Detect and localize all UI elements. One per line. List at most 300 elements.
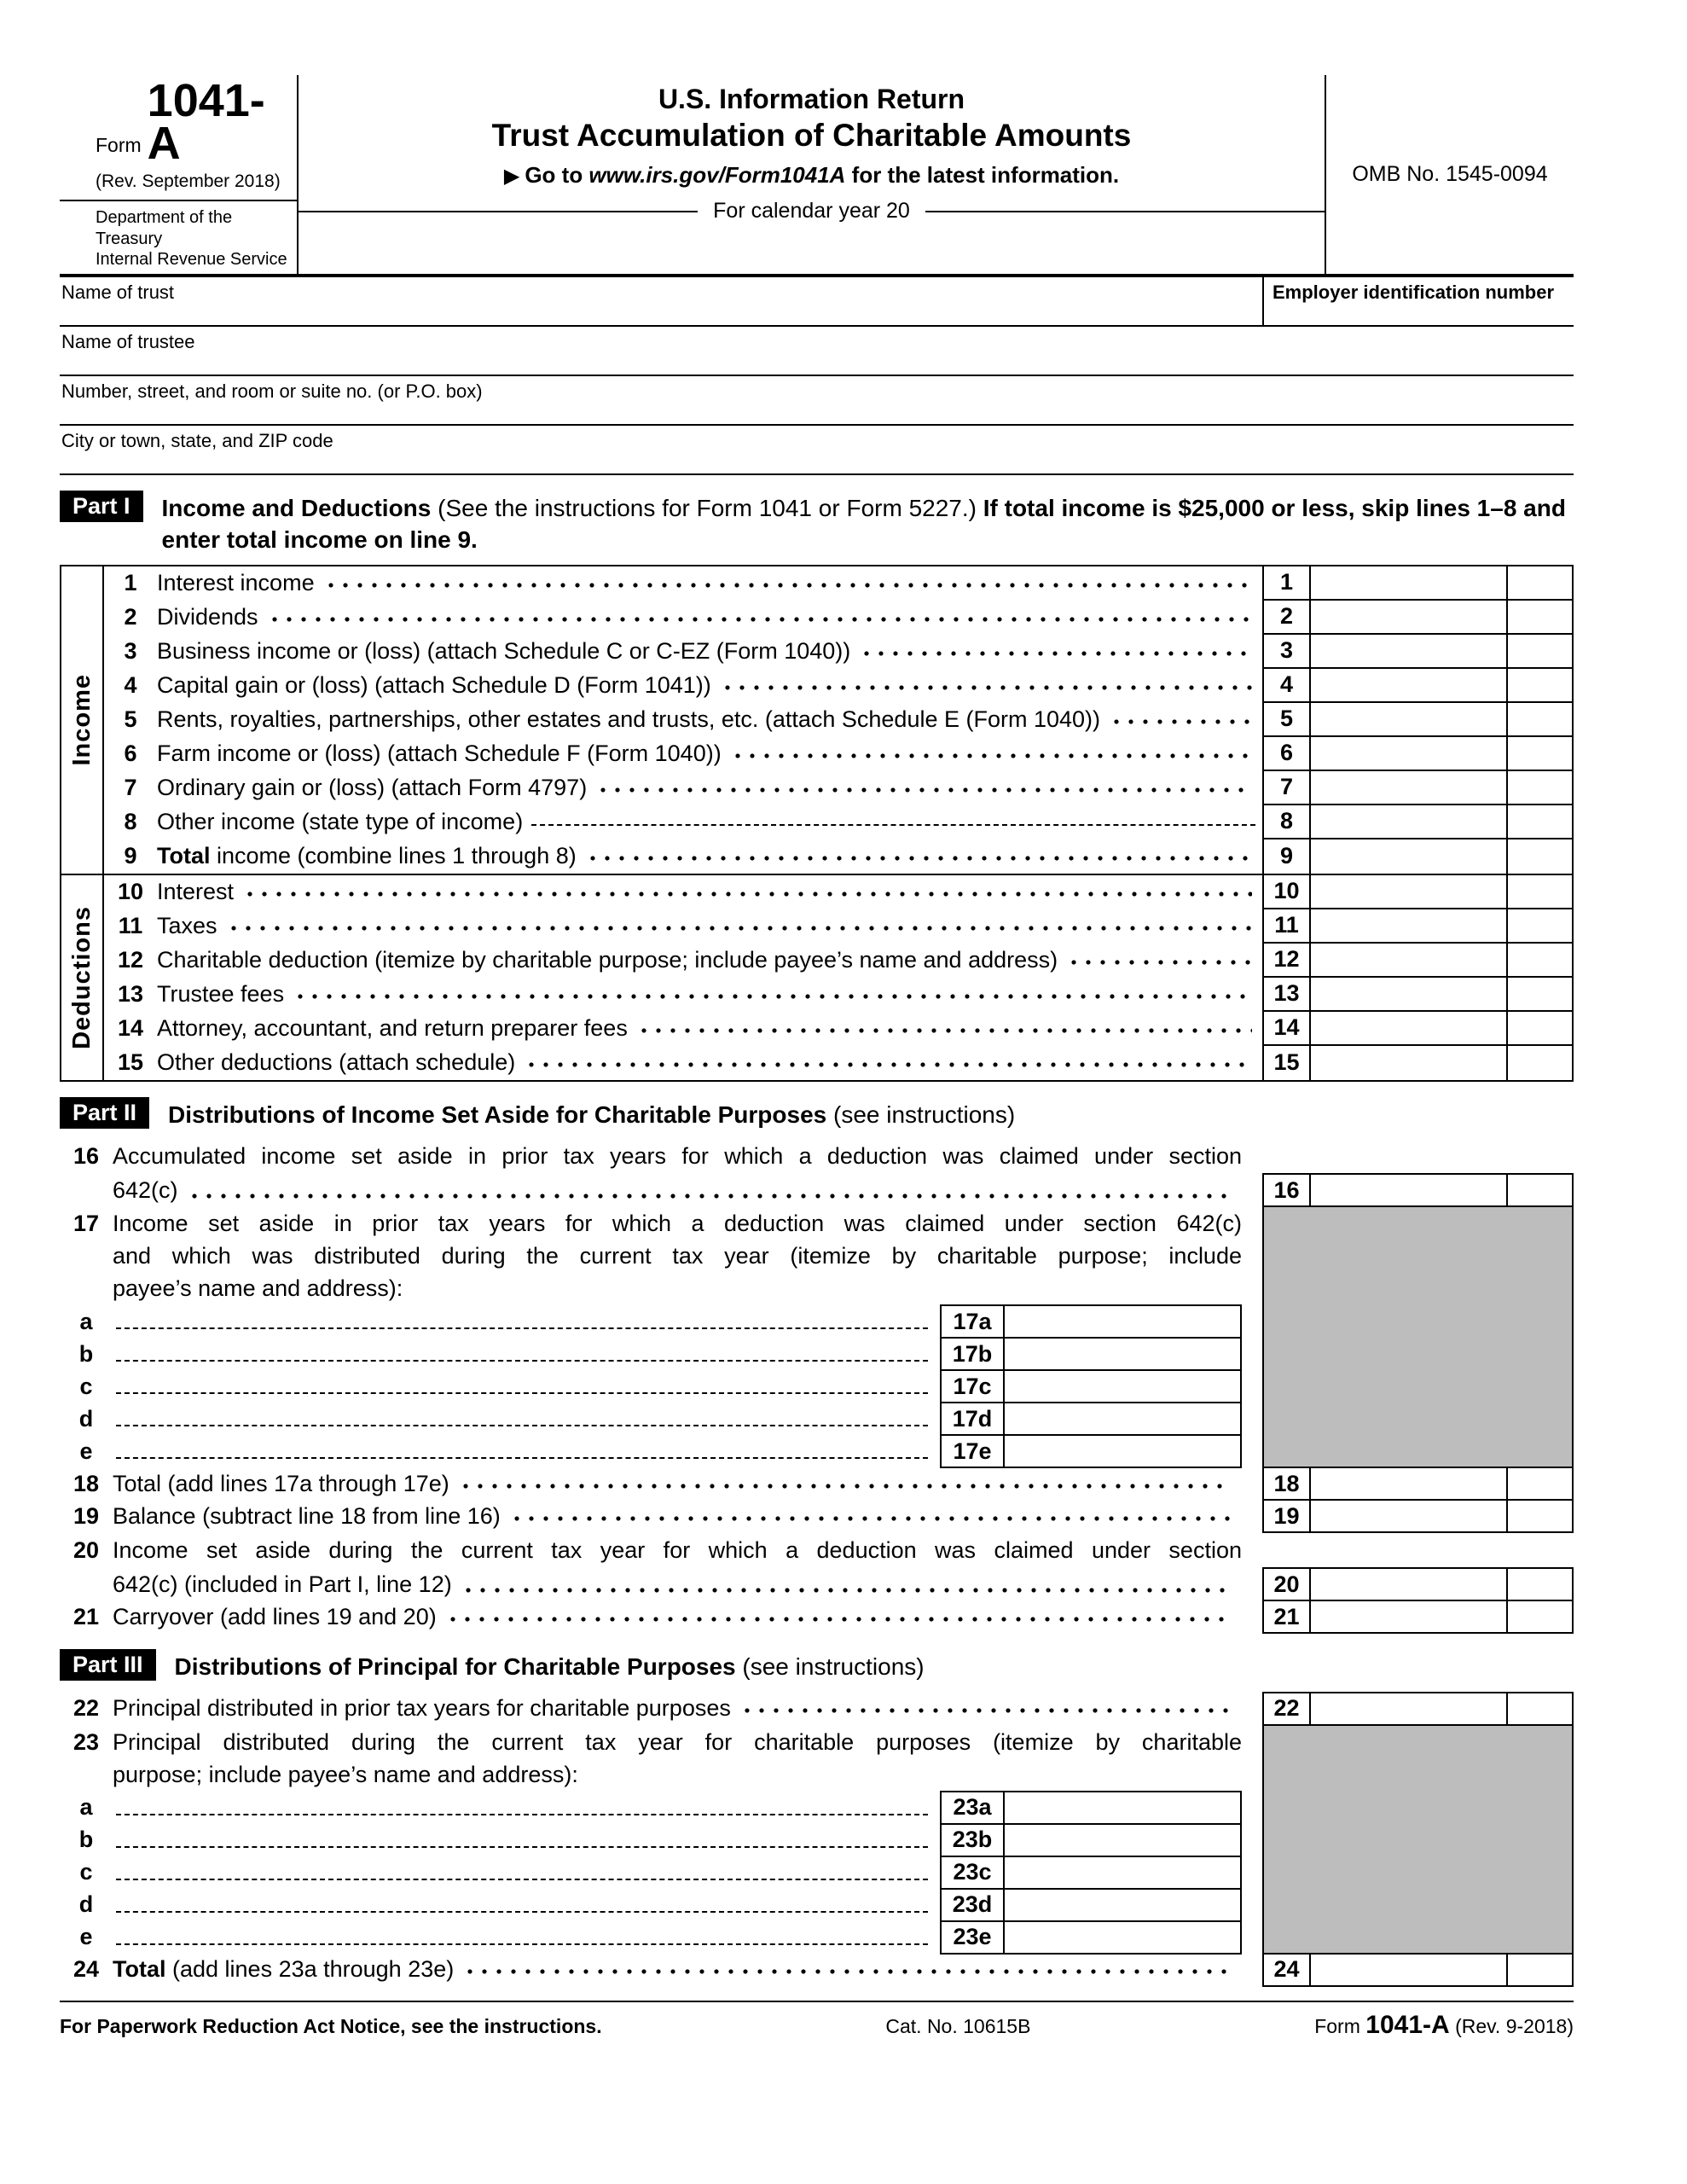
- table-row-line14: [104, 1012, 1574, 1046]
- line-box-number: 17e: [940, 1434, 1005, 1468]
- amount-entry-line18[interactable]: [1309, 1467, 1508, 1501]
- omb-block: [1325, 75, 1574, 274]
- form-header: [60, 75, 1574, 277]
- line-box-number: 24: [1262, 1953, 1311, 1987]
- line-box-number: 9: [1262, 839, 1311, 874]
- table-row-line10: [104, 875, 1574, 909]
- line-label-rest: (add lines 23a through 23e): [172, 1956, 455, 1983]
- row-letter: d: [78, 1405, 94, 1432]
- amount-entry-line24[interactable]: [1309, 1953, 1508, 1987]
- line-desc: [157, 809, 1262, 835]
- cents-entry-line18[interactable]: [1506, 1467, 1574, 1501]
- footer-form-id: [1314, 2011, 1574, 2040]
- line-number: 15: [117, 1049, 144, 1076]
- line16-text-2-row: [113, 1173, 1242, 1207]
- part2-title-note: (see instructions): [833, 1101, 1016, 1128]
- row-letter: b: [78, 1340, 94, 1367]
- line16-text-2: 642(c): [113, 1177, 178, 1204]
- department-line2: Internal Revenue Service: [96, 250, 287, 270]
- form-title-line2: Trust Accumulation of Charitable Amounts: [491, 118, 1132, 153]
- dot-leader: [231, 926, 1252, 931]
- line-label: Attorney, accountant, and return preparer fees: [157, 1015, 628, 1042]
- line-box-number: 16: [1262, 1173, 1311, 1207]
- calendar-year-row: [299, 199, 1325, 224]
- deductions-rows: [104, 875, 1574, 1080]
- part1-badge: Part I: [60, 491, 143, 522]
- row-letter: d: [78, 1891, 94, 1918]
- form-word: Form: [96, 134, 142, 157]
- line-box-number: 15: [1262, 1046, 1311, 1080]
- cents-entry-line10[interactable]: [1508, 875, 1574, 909]
- line-desc: [113, 1471, 1262, 1497]
- irs-url: www.irs.gov/Form1041A: [588, 162, 846, 188]
- calendar-rule-left: [299, 211, 698, 212]
- shaded-area: [1262, 1207, 1574, 1468]
- amount-entry-line19[interactable]: [1309, 1499, 1508, 1533]
- amount-entry-line10[interactable]: [1311, 875, 1508, 909]
- line-box-number: 3: [1262, 635, 1311, 669]
- form-revision: (Rev. September 2018): [60, 171, 297, 201]
- line-label: Capital gain or (loss) (attach Schedule D (Form 1041)): [157, 672, 711, 699]
- cell-row: [1262, 1692, 1574, 1726]
- amount-entry-line22[interactable]: [1309, 1692, 1508, 1726]
- dot-leader: [463, 1484, 1232, 1489]
- trustee-name-label: Name of trustee: [61, 330, 195, 352]
- line20-text-1: Income set aside during the current tax year for which a deduction was claimed under section: [113, 1537, 1242, 1564]
- dot-leader: [466, 1588, 1232, 1593]
- line-label: Dividends: [157, 604, 258, 630]
- form-title-line1: U.S. Information Return: [658, 84, 965, 114]
- line-box-number: 23c: [940, 1856, 1005, 1890]
- table-row-line17c: [60, 1369, 1242, 1403]
- table-row-line20: [60, 1533, 1574, 1601]
- form-footer: [60, 2002, 1574, 2040]
- dot-leader: [590, 856, 1252, 861]
- payee-entry-line-23b[interactable]: [116, 1846, 928, 1848]
- line-box-number: 17d: [940, 1402, 1005, 1436]
- street-address-row[interactable]: [60, 376, 1574, 426]
- amount-entry-line15[interactable]: [1311, 1046, 1508, 1080]
- amount-entry-line5[interactable]: [1311, 703, 1508, 737]
- line17-left: [60, 1207, 1242, 1468]
- amount-entry-line1[interactable]: [1311, 566, 1508, 601]
- table-row-line18: [60, 1467, 1574, 1501]
- income-rows: [104, 566, 1574, 874]
- trustee-name-row[interactable]: [60, 327, 1574, 376]
- line-box-number: 11: [1262, 909, 1311, 944]
- amount-entry-23c[interactable]: [1005, 1856, 1242, 1890]
- line23-text-1: Principal distributed during the current tax year for charitable purposes (itemize by charitable: [113, 1728, 1242, 1755]
- line-number: 9: [124, 843, 137, 869]
- cents-entry-line21[interactable]: [1506, 1600, 1574, 1634]
- line-box-number: 21: [1262, 1600, 1311, 1634]
- footer-form-number: 1041-A: [1365, 2010, 1450, 2039]
- footer-form-word: Form: [1314, 2014, 1366, 2037]
- dot-leader: [298, 994, 1252, 999]
- line-number: 4: [124, 672, 137, 699]
- table-row-line17e: [60, 1434, 1242, 1468]
- omb-number: OMB No. 1545-0094: [1352, 161, 1548, 186]
- line-label: Charitable deduction (itemize by charitable purpose; include payee’s name and address): [157, 947, 1058, 973]
- part2-header: [60, 1097, 1574, 1131]
- department-line1: Department of the Treasury: [96, 208, 233, 248]
- ein-label: Employer identification number: [1272, 281, 1555, 303]
- amount-entry-17e[interactable]: [1005, 1434, 1242, 1468]
- department-block: [96, 201, 290, 270]
- line-desc: [157, 741, 1262, 767]
- amount-entry-line14[interactable]: [1311, 1012, 1508, 1046]
- line-number: 5: [124, 706, 137, 733]
- dot-leader: [1114, 719, 1252, 724]
- dot-leader: [247, 892, 1252, 897]
- line-box-number: 17b: [940, 1337, 1005, 1371]
- paperwork-notice: For Paperwork Reduction Act Notice, see the instructions.: [60, 2014, 602, 2037]
- line-label-rest: income (combine lines 1 through 8): [217, 843, 577, 869]
- deductions-vertical-label: Deductions: [67, 905, 96, 1049]
- amount-entry-line11[interactable]: [1311, 909, 1508, 944]
- line-number: 10: [117, 879, 144, 905]
- table-row-line9: [104, 839, 1574, 874]
- part2-title-bold: Distributions of Income Set Aside for Charitable Purposes: [168, 1101, 834, 1128]
- line20-cells: [1262, 1533, 1574, 1601]
- line-box-number: 23b: [940, 1823, 1005, 1857]
- line-number: 21: [73, 1603, 100, 1629]
- dot-leader: [864, 651, 1252, 656]
- table-row-line1: [104, 566, 1574, 601]
- cents-entry-line20[interactable]: [1506, 1567, 1574, 1601]
- line-box-number: 12: [1262, 944, 1311, 978]
- dot-leader: [735, 753, 1252, 758]
- line-label: Interest income: [157, 570, 315, 596]
- table-row-line23d: [60, 1888, 1242, 1922]
- form-id-block: [60, 75, 299, 274]
- line-number: 14: [117, 1015, 144, 1042]
- line-box-number: 7: [1262, 771, 1311, 805]
- table-row-line23c: [60, 1856, 1242, 1890]
- amount-entry-17c[interactable]: [1005, 1369, 1242, 1403]
- table-row-line23a: [60, 1791, 1242, 1825]
- cents-entry-line2[interactable]: [1508, 601, 1574, 635]
- amount-entry-23e[interactable]: [1005, 1920, 1242, 1955]
- line23-block: [60, 1726, 1574, 1955]
- right-arrow-icon: ▶: [503, 165, 520, 188]
- amount-entry-17b[interactable]: [1005, 1337, 1242, 1371]
- line-desc: [113, 1695, 1262, 1722]
- goto-line: [504, 162, 1119, 189]
- income-vertical-label: Income: [67, 673, 96, 766]
- line-number: 20: [73, 1537, 100, 1564]
- dot-leader: [529, 1062, 1252, 1067]
- line-box-number: 4: [1262, 669, 1311, 703]
- calendar-year-label[interactable]: For calendar year 20: [713, 199, 910, 223]
- cents-entry-line3[interactable]: [1508, 635, 1574, 669]
- dot-leader: [600, 787, 1252, 793]
- line20-text-2-row: [113, 1567, 1242, 1601]
- table-row-line3: [104, 635, 1574, 669]
- amount-entry-line3[interactable]: [1311, 635, 1508, 669]
- line23-text-2: purpose; include payee’s name and address):: [113, 1761, 578, 1787]
- line-number: 8: [124, 809, 137, 835]
- cents-entry-line6[interactable]: [1508, 737, 1574, 771]
- line17-text-1: Income set aside in prior tax years for which a deduction was claimed under section 642(c): [113, 1211, 1242, 1237]
- part1-title-bold2: If total income is $25,000 or less, skip lines 1–8 and enter total income on line 9.: [161, 494, 1566, 554]
- form-number-block: [96, 75, 290, 169]
- line-box-number: 20: [1262, 1567, 1311, 1601]
- line-box-number: 19: [1262, 1499, 1311, 1533]
- cents-entry-line9[interactable]: [1508, 839, 1574, 874]
- line-desc: [157, 604, 1262, 630]
- line-number: 3: [124, 638, 137, 665]
- line-number: 13: [117, 981, 144, 1008]
- line-box-number: 2: [1262, 601, 1311, 635]
- line-number: 2: [124, 604, 137, 630]
- amount-entry-line8[interactable]: [1311, 805, 1508, 839]
- line-box-number: 6: [1262, 737, 1311, 771]
- cell-row: [1262, 1499, 1574, 1533]
- cents-entry-line12[interactable]: [1508, 944, 1574, 978]
- dot-leader: [641, 1028, 1252, 1033]
- payee-entry-line-17d[interactable]: [116, 1425, 928, 1426]
- goto-suffix: for the latest information.: [845, 162, 1120, 188]
- row-letter: b: [78, 1827, 94, 1853]
- calendar-rule-right: [925, 211, 1325, 212]
- cents-entry-line8[interactable]: [1508, 805, 1574, 839]
- table-row-line23e: [60, 1920, 1242, 1955]
- cents-entry-line5[interactable]: [1508, 703, 1574, 737]
- payee-entry-line-17a[interactable]: [116, 1327, 928, 1329]
- line-box-number: 23a: [940, 1791, 1005, 1825]
- dot-leader: [745, 1708, 1232, 1713]
- line-desc: [157, 1049, 1262, 1076]
- line-label: Rents, royalties, partnerships, other estates and trusts, etc. (attach Schedule E (Form 1040)): [157, 706, 1101, 733]
- amount-entry-line21[interactable]: [1309, 1600, 1508, 1634]
- row-letter: a: [79, 1308, 93, 1334]
- amount-entry-23d[interactable]: [1005, 1888, 1242, 1922]
- line-desc: [157, 672, 1262, 699]
- line-desc: [157, 706, 1262, 733]
- line-label: Balance (subtract line 18 from line 16): [113, 1502, 501, 1529]
- line-desc: [157, 570, 1262, 596]
- row-letter: c: [79, 1373, 93, 1399]
- line-label: [157, 843, 577, 869]
- dot-leader: [450, 1617, 1232, 1622]
- line-box-number: 8: [1262, 805, 1311, 839]
- cell-row: [1262, 1567, 1574, 1601]
- line-desc: [157, 775, 1262, 801]
- payee-entry-line-23d[interactable]: [116, 1911, 928, 1913]
- table-row-line4: [104, 669, 1574, 703]
- line-box-number: 10: [1262, 875, 1311, 909]
- line-desc: [157, 1015, 1262, 1042]
- line-label: Other income (state type of income): [157, 809, 524, 835]
- payee-entry-line-17b[interactable]: [116, 1360, 928, 1362]
- payee-entry-line-23c[interactable]: [116, 1879, 928, 1880]
- trust-name-label: Name of trust: [61, 281, 175, 303]
- payee-entry-line-17e[interactable]: [116, 1457, 928, 1459]
- line-number: 7: [124, 775, 137, 801]
- line-number: 18: [73, 1470, 100, 1496]
- line-label-bold: Total: [113, 1956, 172, 1983]
- cents-entry-line13[interactable]: [1508, 978, 1574, 1012]
- table-row-line8: [104, 805, 1574, 839]
- footer-revision: (Rev. 9-2018): [1449, 2014, 1574, 2037]
- row-letter: c: [79, 1859, 93, 1885]
- line-desc: [113, 1604, 1262, 1630]
- amount-entry-line2[interactable]: [1311, 601, 1508, 635]
- amount-entry-23b[interactable]: [1005, 1823, 1242, 1857]
- line-number: 6: [124, 741, 137, 767]
- line-desc: [113, 1533, 1262, 1601]
- table-row-line13: [104, 978, 1574, 1012]
- line-label: Other deductions (attach schedule): [157, 1049, 516, 1076]
- line-label-bold: Total: [157, 843, 217, 869]
- table-row-line19: [60, 1499, 1574, 1533]
- amount-entry-17a[interactable]: [1005, 1304, 1242, 1339]
- part3-title: [175, 1649, 925, 1683]
- payee-entry-line-23a[interactable]: [116, 1814, 928, 1815]
- line-number: 19: [73, 1502, 100, 1529]
- row-letter: e: [79, 1438, 93, 1464]
- line-label: [113, 1956, 454, 1983]
- deductions-vertical-label-col: [61, 875, 104, 1080]
- amount-entry-17d[interactable]: [1005, 1402, 1242, 1436]
- amount-entry-line16[interactable]: [1309, 1173, 1508, 1207]
- cents-entry-line22[interactable]: [1506, 1692, 1574, 1726]
- amount-entry-line13[interactable]: [1311, 978, 1508, 1012]
- income-group: [60, 565, 1574, 874]
- amount-entry-line12[interactable]: [1311, 944, 1508, 978]
- cents-entry-line15[interactable]: [1508, 1046, 1574, 1080]
- dot-leader: [514, 1516, 1232, 1521]
- table-row-line6: [104, 737, 1574, 771]
- amount-entry-line4[interactable]: [1311, 669, 1508, 703]
- city-state-zip-row[interactable]: [60, 426, 1574, 475]
- line-number: 24: [73, 1956, 100, 1983]
- payee-entry-line-23e[interactable]: [116, 1943, 928, 1945]
- part1-title-normal: (See the instructions for Form 1041 or Form 5227.): [438, 494, 983, 521]
- dot-leader: [725, 685, 1252, 690]
- amount-entry-line9[interactable]: [1311, 839, 1508, 874]
- cents-entry-line24[interactable]: [1506, 1953, 1574, 1987]
- part3-title-note: (see instructions): [742, 1653, 925, 1681]
- cell-row: [1262, 1467, 1574, 1501]
- amount-entry-line6[interactable]: [1311, 737, 1508, 771]
- amount-entry-23a[interactable]: [1005, 1791, 1242, 1825]
- part1-title-bold: Income and Deductions: [161, 494, 438, 521]
- part2-title: [168, 1097, 1015, 1131]
- amount-entry-line7[interactable]: [1311, 771, 1508, 805]
- table-row-line16: [60, 1139, 1574, 1207]
- line-desc: [157, 879, 1262, 905]
- table-row-line23: [60, 1726, 1242, 1791]
- line17-text-3: payee’s name and address):: [113, 1275, 403, 1302]
- form-number: 1041-A: [147, 75, 265, 169]
- income-vertical-label-col: [61, 566, 104, 874]
- line-label: Principal distributed in prior tax years for charitable purposes: [113, 1695, 731, 1722]
- part3-header: [60, 1649, 1574, 1683]
- trust-name-field[interactable]: [60, 277, 1262, 325]
- table-row-line11: [104, 909, 1574, 944]
- table-row-line21: [60, 1600, 1574, 1634]
- amount-entry-line20[interactable]: [1309, 1567, 1508, 1601]
- line-box-number: 13: [1262, 978, 1311, 1012]
- line17-text-2: and which was distributed during the current tax year (itemize by charitable purpose; include: [113, 1243, 1242, 1269]
- dot-leader: [467, 1969, 1232, 1974]
- line-desc: [113, 1139, 1262, 1207]
- cents-entry-line1[interactable]: [1508, 566, 1574, 601]
- table-row-line17a: [60, 1304, 1242, 1339]
- line16-text-1: Accumulated income set aside in prior tax years for which a deduction was claimed under section: [113, 1143, 1242, 1170]
- line23-left: [60, 1726, 1242, 1955]
- other-income-type-entry-line[interactable]: [531, 824, 1255, 826]
- line-box-number: 17a: [940, 1304, 1005, 1339]
- line-box-number: 1: [1262, 566, 1311, 601]
- cents-entry-line14[interactable]: [1508, 1012, 1574, 1046]
- line-desc: [157, 981, 1262, 1008]
- line-box-number: 5: [1262, 703, 1311, 737]
- table-row-line2: [104, 601, 1574, 635]
- part2-badge: Part II: [60, 1097, 149, 1129]
- city-state-zip-label: City or town, state, and ZIP code: [61, 429, 333, 451]
- line-box-number: 17c: [940, 1369, 1005, 1403]
- line-label: Business income or (loss) (attach Schedule C or C-EZ (Form 1040)): [157, 638, 851, 665]
- line-desc: [157, 947, 1262, 973]
- table-row-line15: [104, 1046, 1574, 1080]
- table-row-line7: [104, 771, 1574, 805]
- line-desc: [113, 1956, 1262, 1983]
- line-desc: [113, 1503, 1262, 1530]
- line-box-number: 22: [1262, 1692, 1311, 1726]
- table-row-line5: [104, 703, 1574, 737]
- table-row-line17d: [60, 1402, 1242, 1436]
- ein-field[interactable]: [1262, 277, 1574, 325]
- deductions-group: [60, 874, 1574, 1080]
- goto-prefix: Go to: [525, 162, 589, 188]
- table-row-line22: [60, 1692, 1574, 1726]
- cents-entry-line11[interactable]: [1508, 909, 1574, 944]
- line17-block: [60, 1207, 1574, 1468]
- line-label: Farm income or (loss) (attach Schedule F (Form 1040)): [157, 741, 722, 767]
- line-label: Carryover (add lines 19 and 20): [113, 1603, 437, 1629]
- street-address-label: Number, street, and room or suite no. (or P.O. box): [61, 380, 483, 402]
- dot-leader: [192, 1194, 1232, 1199]
- table-row-line17: [60, 1207, 1242, 1304]
- dot-leader: [272, 617, 1252, 622]
- line-number: 11: [118, 913, 143, 939]
- cell-row: [1262, 1173, 1574, 1207]
- line-label: Total (add lines 17a through 17e): [113, 1470, 449, 1496]
- table-row-line17b: [60, 1337, 1242, 1371]
- catalog-number: Cat. No. 10615B: [885, 2014, 1031, 2037]
- line-box-number: 23d: [940, 1888, 1005, 1922]
- cents-entry-line16[interactable]: [1506, 1173, 1574, 1207]
- cents-entry-line7[interactable]: [1508, 771, 1574, 805]
- line-number: 1: [124, 570, 137, 596]
- line-label: Taxes: [157, 913, 217, 939]
- line-desc: [157, 638, 1262, 665]
- line-number: 23: [73, 1728, 100, 1755]
- cents-entry-line4[interactable]: [1508, 669, 1574, 703]
- payee-entry-line-17c[interactable]: [116, 1392, 928, 1394]
- cents-entry-line19[interactable]: [1506, 1499, 1574, 1533]
- line20-text-2: 642(c) (included in Part I, line 12): [113, 1571, 452, 1598]
- cell-row: [1262, 1600, 1574, 1634]
- table-row-line24: [60, 1953, 1574, 1987]
- line-label: Interest: [157, 879, 235, 905]
- line-number: 22: [73, 1695, 100, 1722]
- line-number: 16: [73, 1143, 100, 1170]
- dot-leader: [328, 583, 1252, 588]
